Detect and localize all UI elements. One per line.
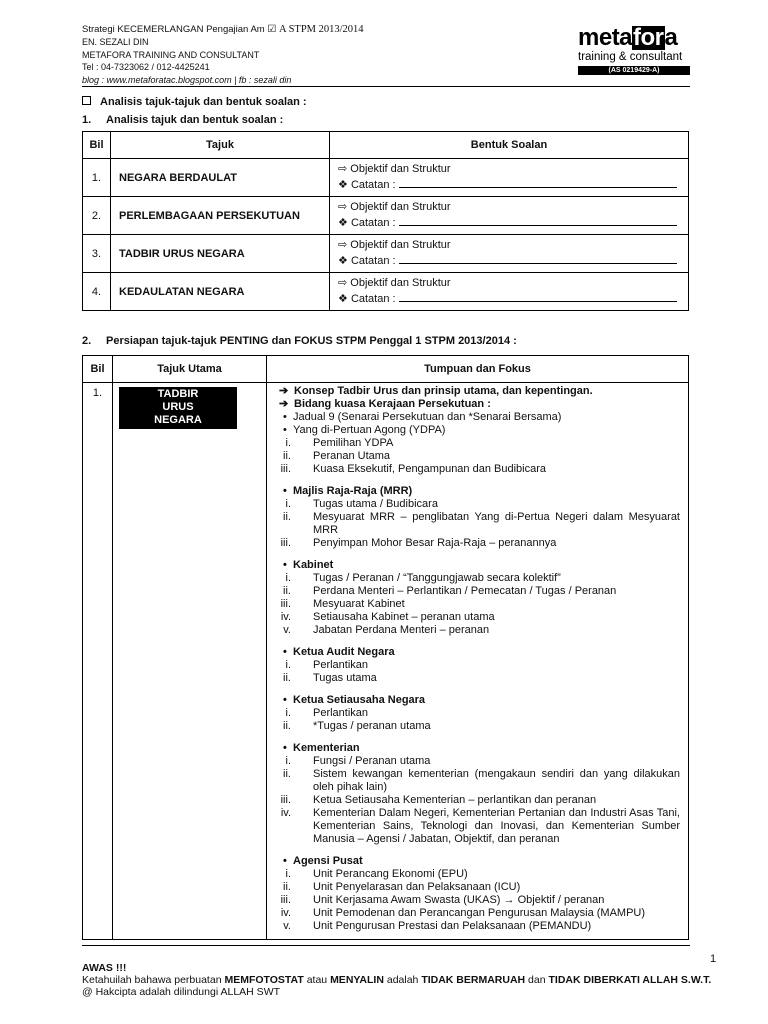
list-item (279, 537, 680, 550)
bentuk-text: Objektif dan Struktur (350, 201, 451, 213)
footer-divider (82, 945, 690, 946)
list-item-numeral: iii. (280, 537, 291, 549)
bullet-icon: • (283, 855, 287, 867)
list-item (279, 437, 680, 450)
list-item-text: Perdana Menteri – Perlantikan / Pemecatan / Tugas / Peranan (313, 585, 617, 597)
footer-warning: AWAS !!! (82, 962, 127, 974)
table-row (83, 383, 689, 940)
catatan-blank-line (399, 215, 677, 226)
notice-part: TIDAK BERMARUAH (421, 974, 526, 986)
list-item-numeral: iii. (280, 463, 291, 475)
focus-group-title (279, 694, 680, 707)
page-number: 1 (710, 953, 717, 965)
focus-group-title (279, 411, 680, 424)
catatan-label: Catatan : (350, 293, 396, 305)
list-item-text: Perlantikan (313, 707, 369, 719)
bullet-icon: • (283, 742, 287, 754)
arrow-outline-icon: ⇨ (338, 277, 348, 289)
focus-group-title-text: Jadual 9 (Senarai Persekutuan dan *Senarai Bersama) (293, 411, 562, 423)
logo-text-b: for (633, 24, 664, 51)
list-item-numeral: ii. (283, 450, 291, 462)
list-item-text: Unit Perancang Ekonomi (EPU) (313, 868, 468, 880)
focus-group-title-text: Yang di-Pertuan Agong (YDPA) (293, 424, 446, 436)
bullet-icon: • (283, 694, 287, 706)
header-year: A STPM 2013/2014 (278, 24, 364, 35)
row-bentuk (330, 159, 689, 197)
header-company: METAFORA TRAINING AND CONSULTANT (82, 49, 260, 60)
list-item-numeral: i. (285, 755, 291, 767)
list-item (279, 720, 680, 733)
list-item (279, 624, 680, 637)
diamond-bullet-icon: ❖ (338, 255, 348, 267)
list-item-text: Kementerian Dalam Negeri, Kementerian Pertanian dan Industri Asas Tani, Kementerian Sains, Teknologi dan Inovasi, dan Kementerian Sumber Manusia – Agensi / Jabatan, Objektif, dan peranan (313, 807, 680, 845)
catatan-blank-line (399, 291, 677, 302)
row-bil: 3. (83, 235, 111, 273)
list-item-text: Fungsi / Peranan utama (313, 755, 431, 767)
focus-group (279, 424, 680, 476)
list-item-numeral: ii. (283, 672, 291, 684)
focus-group-title (279, 742, 680, 755)
bullet-icon: • (283, 485, 287, 497)
list-item-text: Mesyuarat MRR – penglibatan Yang di-Pertua Negeri dalam Mesyuarat MRR (313, 511, 680, 536)
diamond-bullet-icon: ❖ (338, 179, 348, 191)
focus-group-title-text: Kabinet (293, 559, 334, 571)
list-item (279, 807, 680, 846)
section-1-title: Analisis tajuk dan bentuk soalan : (106, 114, 284, 126)
row-tajuk: NEGARA BERDAULAT (111, 159, 330, 197)
notice-part: MENYALIN (330, 974, 384, 986)
topic-label-line: TADBIR (157, 388, 199, 400)
list-item (279, 920, 680, 933)
notice-part: adalah (383, 974, 422, 986)
list-item-numeral: iv. (280, 807, 291, 819)
logo-text-c: a (664, 24, 678, 51)
list-item-numeral: i. (285, 437, 291, 449)
col-header-bil: Bil (83, 356, 113, 383)
focus-group (279, 742, 680, 846)
focus-group-title-text: Kementerian (293, 742, 360, 754)
list-item (279, 511, 680, 537)
list-item (279, 463, 680, 476)
list-item-numeral: v. (283, 920, 291, 932)
list-item-text: Peranan Utama (313, 450, 391, 462)
list-item-text: Unit Pemodenan dan Perancangan Pengurusan Malaysia (MAMPU) (313, 907, 646, 919)
row-bil: 4. (83, 273, 111, 311)
analysis-table (82, 131, 689, 311)
list-item-numeral: i. (285, 498, 291, 510)
section-1-number: 1. (82, 114, 92, 126)
row-bil: 2. (83, 197, 111, 235)
list-item (279, 907, 680, 920)
list-item-text: Penyimpan Mohor Besar Raja-Raja – peranannya (313, 537, 557, 549)
focus-group-title (279, 424, 680, 437)
notice-part: Ketahuilah bahawa perbuatan (82, 974, 225, 986)
topic-label-line: URUS (162, 401, 194, 413)
col-header-tajuk: Tajuk (111, 132, 330, 159)
header-divider (82, 86, 690, 87)
list-item-text: Unit Pengurusan Prestasi dan Pelaksanaan (PEMANDU) (313, 920, 592, 932)
list-item-numeral: iv. (280, 611, 291, 623)
page-footer (82, 962, 711, 998)
list-item-numeral: i. (285, 868, 291, 880)
bentuk-text: Objektif dan Struktur (350, 239, 451, 251)
list-item-text: Tugas / Peranan / “Tanggungjawab secara kolektif” (313, 572, 561, 584)
table-row (83, 235, 689, 273)
focus-group-title (279, 855, 680, 868)
focus-group-title-text: Agensi Pusat (293, 855, 363, 867)
list-item-numeral: ii. (283, 511, 291, 523)
section-heading-2 (82, 335, 517, 347)
arrow-item-text: Konsep Tadbir Urus dan prinsip utama, dan kepentingan. (294, 385, 593, 397)
topic-label-box (119, 387, 237, 429)
arrow-outline-icon: ⇨ (338, 201, 348, 213)
logo-tagline: training & consultant (578, 51, 683, 63)
list-item (279, 585, 680, 598)
list-item (279, 707, 680, 720)
diamond-bullet-icon: ❖ (338, 217, 348, 229)
list-item-text: *Tugas / peranan utama (313, 720, 431, 732)
header-blog: blog : www.metaforatac.blogspot.com | fb : sezali din (82, 74, 292, 85)
list-item-text: Jabatan Perdana Menteri – peranan (313, 624, 490, 636)
list-item (279, 755, 680, 768)
list-item-text: Pemilihan YDPA (313, 437, 394, 449)
diamond-bullet-icon: ❖ (338, 293, 348, 305)
list-item-numeral: ii. (283, 881, 291, 893)
list-item (279, 794, 680, 807)
catatan-blank-line (399, 177, 677, 188)
header-phone: Tel : 04-7323062 / 012-4425241 (82, 62, 210, 73)
list-item-text: Sistem kewangan kementerian (mengakaun sendiri dan yang dilakukan oleh pihak lain) (313, 768, 680, 793)
focus-group (279, 559, 680, 637)
row-bil: 1. (83, 383, 113, 940)
list-item (279, 450, 680, 463)
list-item (279, 894, 680, 907)
bentuk-text: Objektif dan Struktur (350, 163, 451, 175)
list-item-numeral: i. (285, 572, 291, 584)
list-item-text: Unit Penyelarasan dan Pelaksanaan (ICU) (313, 881, 521, 893)
list-item (279, 498, 680, 511)
bold-arrow-icon: ➔ (279, 398, 289, 410)
list-item-text: Mesyuarat Kabinet (313, 598, 405, 610)
section-heading-1 (82, 114, 283, 126)
section-heading-0 (82, 96, 307, 108)
metafora-logo (578, 26, 690, 75)
focus-group-title (279, 646, 680, 659)
focus-group-title-text: Ketua Audit Negara (293, 646, 395, 658)
list-item (279, 881, 680, 894)
table-row (83, 197, 689, 235)
list-item (279, 572, 680, 585)
table-row (83, 273, 689, 311)
bullet-icon: • (283, 559, 287, 571)
list-item-text: Kuasa Eksekutif, Pengampunan dan Budibicara (313, 463, 546, 475)
list-item-text: Unit Kerjasama Awam Swasta (UKAS) → Objektif / peranan (313, 894, 605, 906)
list-item-text: Ketua Setiausaha Kementerian – perlantikan dan peranan (313, 794, 597, 806)
focus-groups (279, 411, 680, 933)
section-2-number: 2. (82, 335, 92, 347)
list-item-numeral: i. (285, 659, 291, 671)
list-item-text: Tugas utama / Budibicara (313, 498, 438, 510)
table-header-row (83, 356, 689, 383)
list-item-numeral: ii. (283, 585, 291, 597)
list-item-numeral: iii. (280, 894, 291, 906)
arrow-item-text: Bidang kuasa Kerajaan Persekutuan : (294, 398, 491, 410)
notice-part: TIDAK DIBERKATI ALLAH S.W.T. (548, 974, 712, 986)
catatan-label: Catatan : (350, 217, 396, 229)
footer-notice (82, 974, 711, 986)
list-item-numeral: i. (285, 707, 291, 719)
bullet-icon: • (283, 411, 287, 423)
focus-group (279, 411, 680, 424)
arrow-item (279, 385, 680, 398)
focus-group-title (279, 485, 680, 498)
list-item-numeral: ii. (283, 768, 291, 780)
bullet-icon: • (283, 424, 287, 436)
col-header-tumpuan: Tumpuan dan Fokus (267, 356, 689, 383)
section-heading-0-text: Analisis tajuk-tajuk dan bentuk soalan : (100, 96, 307, 108)
arrow-outline-icon: ⇨ (338, 163, 348, 175)
list-item (279, 598, 680, 611)
list-item-numeral: iii. (280, 794, 291, 806)
focus-table (82, 355, 689, 940)
row-tajuk: TADBIR URUS NEGARA (111, 235, 330, 273)
focus-group-title-text: Majlis Raja-Raja (MRR) (293, 485, 413, 497)
list-item-text: Tugas utama (313, 672, 377, 684)
header-title: Strategi KECEMERLANGAN Pengajian Am (82, 24, 265, 35)
focus-group (279, 694, 680, 733)
list-item (279, 768, 680, 794)
checkbox-icon: ☑ (267, 24, 277, 35)
focus-group (279, 646, 680, 685)
list-item-numeral: ii. (283, 720, 291, 732)
topic-label-line: NEGARA (154, 414, 202, 426)
logo-registration: (AS 0219429-A) (578, 66, 690, 75)
list-item (279, 611, 680, 624)
row-bil: 1. (83, 159, 111, 197)
list-item-numeral: iv. (280, 907, 291, 919)
row-tajuk-utama (113, 383, 267, 940)
square-bullet-icon (82, 96, 91, 105)
notice-part: dan (525, 974, 549, 986)
row-tajuk: KEDAULATAN NEGARA (111, 273, 330, 311)
col-header-bil: Bil (83, 132, 111, 159)
list-item-text: Setiausaha Kabinet – peranan utama (313, 611, 495, 623)
header-author: EN. SEZALI DIN (82, 37, 149, 48)
focus-content (267, 383, 689, 940)
footer-copyright: @ Hakcipta adalah dilindungi ALLAH SWT (82, 986, 281, 998)
notice-part: atau (303, 974, 331, 986)
arrow-item (279, 398, 680, 411)
arrow-outline-icon: ⇨ (338, 239, 348, 251)
page-header (82, 24, 412, 86)
table-row (83, 159, 689, 197)
list-item-numeral: iii. (280, 598, 291, 610)
logo-text-a: meta (578, 24, 633, 51)
bold-arrow-icon: ➔ (279, 385, 289, 397)
list-item (279, 659, 680, 672)
col-header-tajuk-utama: Tajuk Utama (113, 356, 267, 383)
notice-part: MEMFOTOSTAT (224, 974, 304, 986)
focus-group-title-text: Ketua Setiausaha Negara (293, 694, 426, 706)
catatan-label: Catatan : (350, 255, 396, 267)
row-bentuk (330, 197, 689, 235)
table-header-row (83, 132, 689, 159)
row-tajuk: PERLEMBAGAAN PERSEKUTUAN (111, 197, 330, 235)
focus-group-title (279, 559, 680, 572)
col-header-bentuk: Bentuk Soalan (330, 132, 689, 159)
row-bentuk (330, 235, 689, 273)
row-bentuk (330, 273, 689, 311)
list-item (279, 868, 680, 881)
list-item-numeral: v. (283, 624, 291, 636)
list-item (279, 672, 680, 685)
focus-group (279, 855, 680, 933)
list-item-text: Perlantikan (313, 659, 369, 671)
bentuk-text: Objektif dan Struktur (350, 277, 451, 289)
catatan-label: Catatan : (350, 179, 396, 191)
section-2-title: Persiapan tajuk-tajuk PENTING dan FOKUS STPM Penggal 1 STPM 2013/2014 : (106, 335, 517, 347)
focus-group (279, 485, 680, 550)
catatan-blank-line (399, 253, 677, 264)
bullet-icon: • (283, 646, 287, 658)
